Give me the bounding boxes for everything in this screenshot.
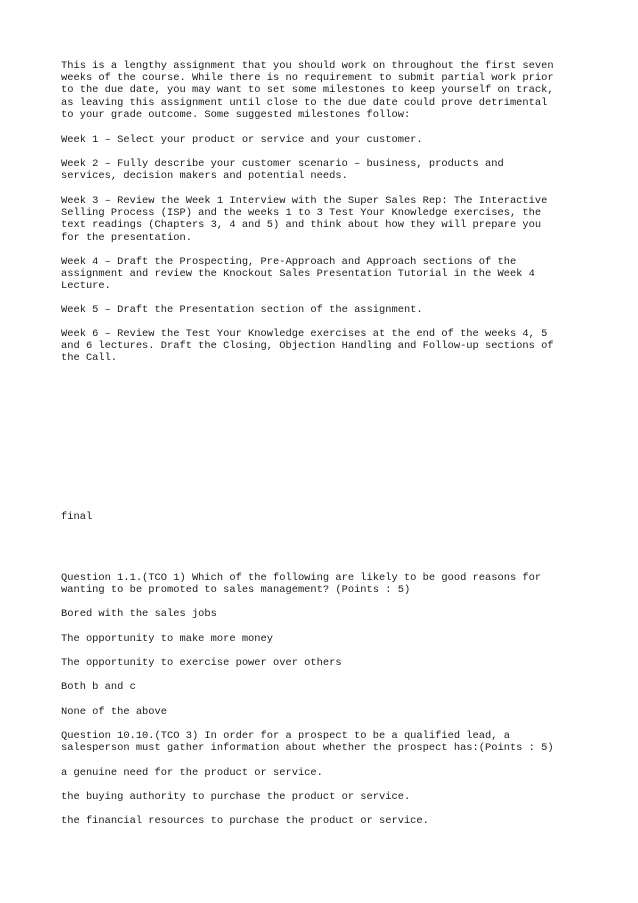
question-1-option-c: The opportunity to exercise power over others bbox=[61, 657, 342, 669]
question-10-option-c: the financial resources to purchase the product or service. bbox=[61, 815, 429, 827]
milestone-week-3: Week 3 – Review the Week 1 Interview with the Super Sales Rep: The Interactive Selling Process (ISP) and the weeks 1 to 3 Test Your Knowledge exercises, the text readings (Chapters 3, 4 and 5) and think about how they will prepare you for the presentation. bbox=[61, 195, 548, 244]
question-1-option-d: Both b and c bbox=[61, 681, 136, 693]
milestone-week-6: Week 6 – Review the Test Your Knowledge exercises at the end of the weeks 4, 5 and 6 lectures. Draft the Closing, Objection Handling and Follow-up sections of the Call. bbox=[61, 328, 554, 365]
milestone-week-4: Week 4 – Draft the Prospecting, Pre-Approach and Approach sections of the assignment and review the Knockout Sales Presentation Tutorial in the Week 4 Lecture. bbox=[61, 256, 535, 293]
question-10-option-b: the buying authority to purchase the product or service. bbox=[61, 791, 411, 803]
final-label: final bbox=[61, 511, 93, 523]
milestone-week-2: Week 2 – Fully describe your customer scenario – business, products and services, decision makers and potential needs. bbox=[61, 158, 504, 183]
question-10-prompt: Question 10.10.(TCO 3) In order for a prospect to be a qualified lead, a salesperson must gather information about whether the prospect has:(Points : 5) bbox=[61, 730, 554, 755]
intro-paragraph: This is a lengthy assignment that you should work on throughout the first seven weeks of the course. While there is no requirement to submit partial work prior to the due date, you may want to set some milestones to keep yourself on track, as leaving this assignment until close to the due date could prove detrimental to your grade outcome. Some suggested milestones follow: bbox=[61, 60, 554, 121]
question-1-option-a: Bored with the sales jobs bbox=[61, 608, 217, 620]
milestone-week-5: Week 5 – Draft the Presentation section of the assignment. bbox=[61, 304, 423, 316]
question-1-option-e: None of the above bbox=[61, 706, 168, 718]
milestone-week-1: Week 1 – Select your product or service and your customer. bbox=[61, 134, 423, 146]
question-1-prompt: Question 1.1.(TCO 1) Which of the following are likely to be good reasons for wanting to be promoted to sales management? (Points : 5) bbox=[61, 572, 542, 597]
question-1-option-b: The opportunity to make more money bbox=[61, 633, 274, 645]
question-10-option-a: a genuine need for the product or service. bbox=[61, 767, 323, 779]
